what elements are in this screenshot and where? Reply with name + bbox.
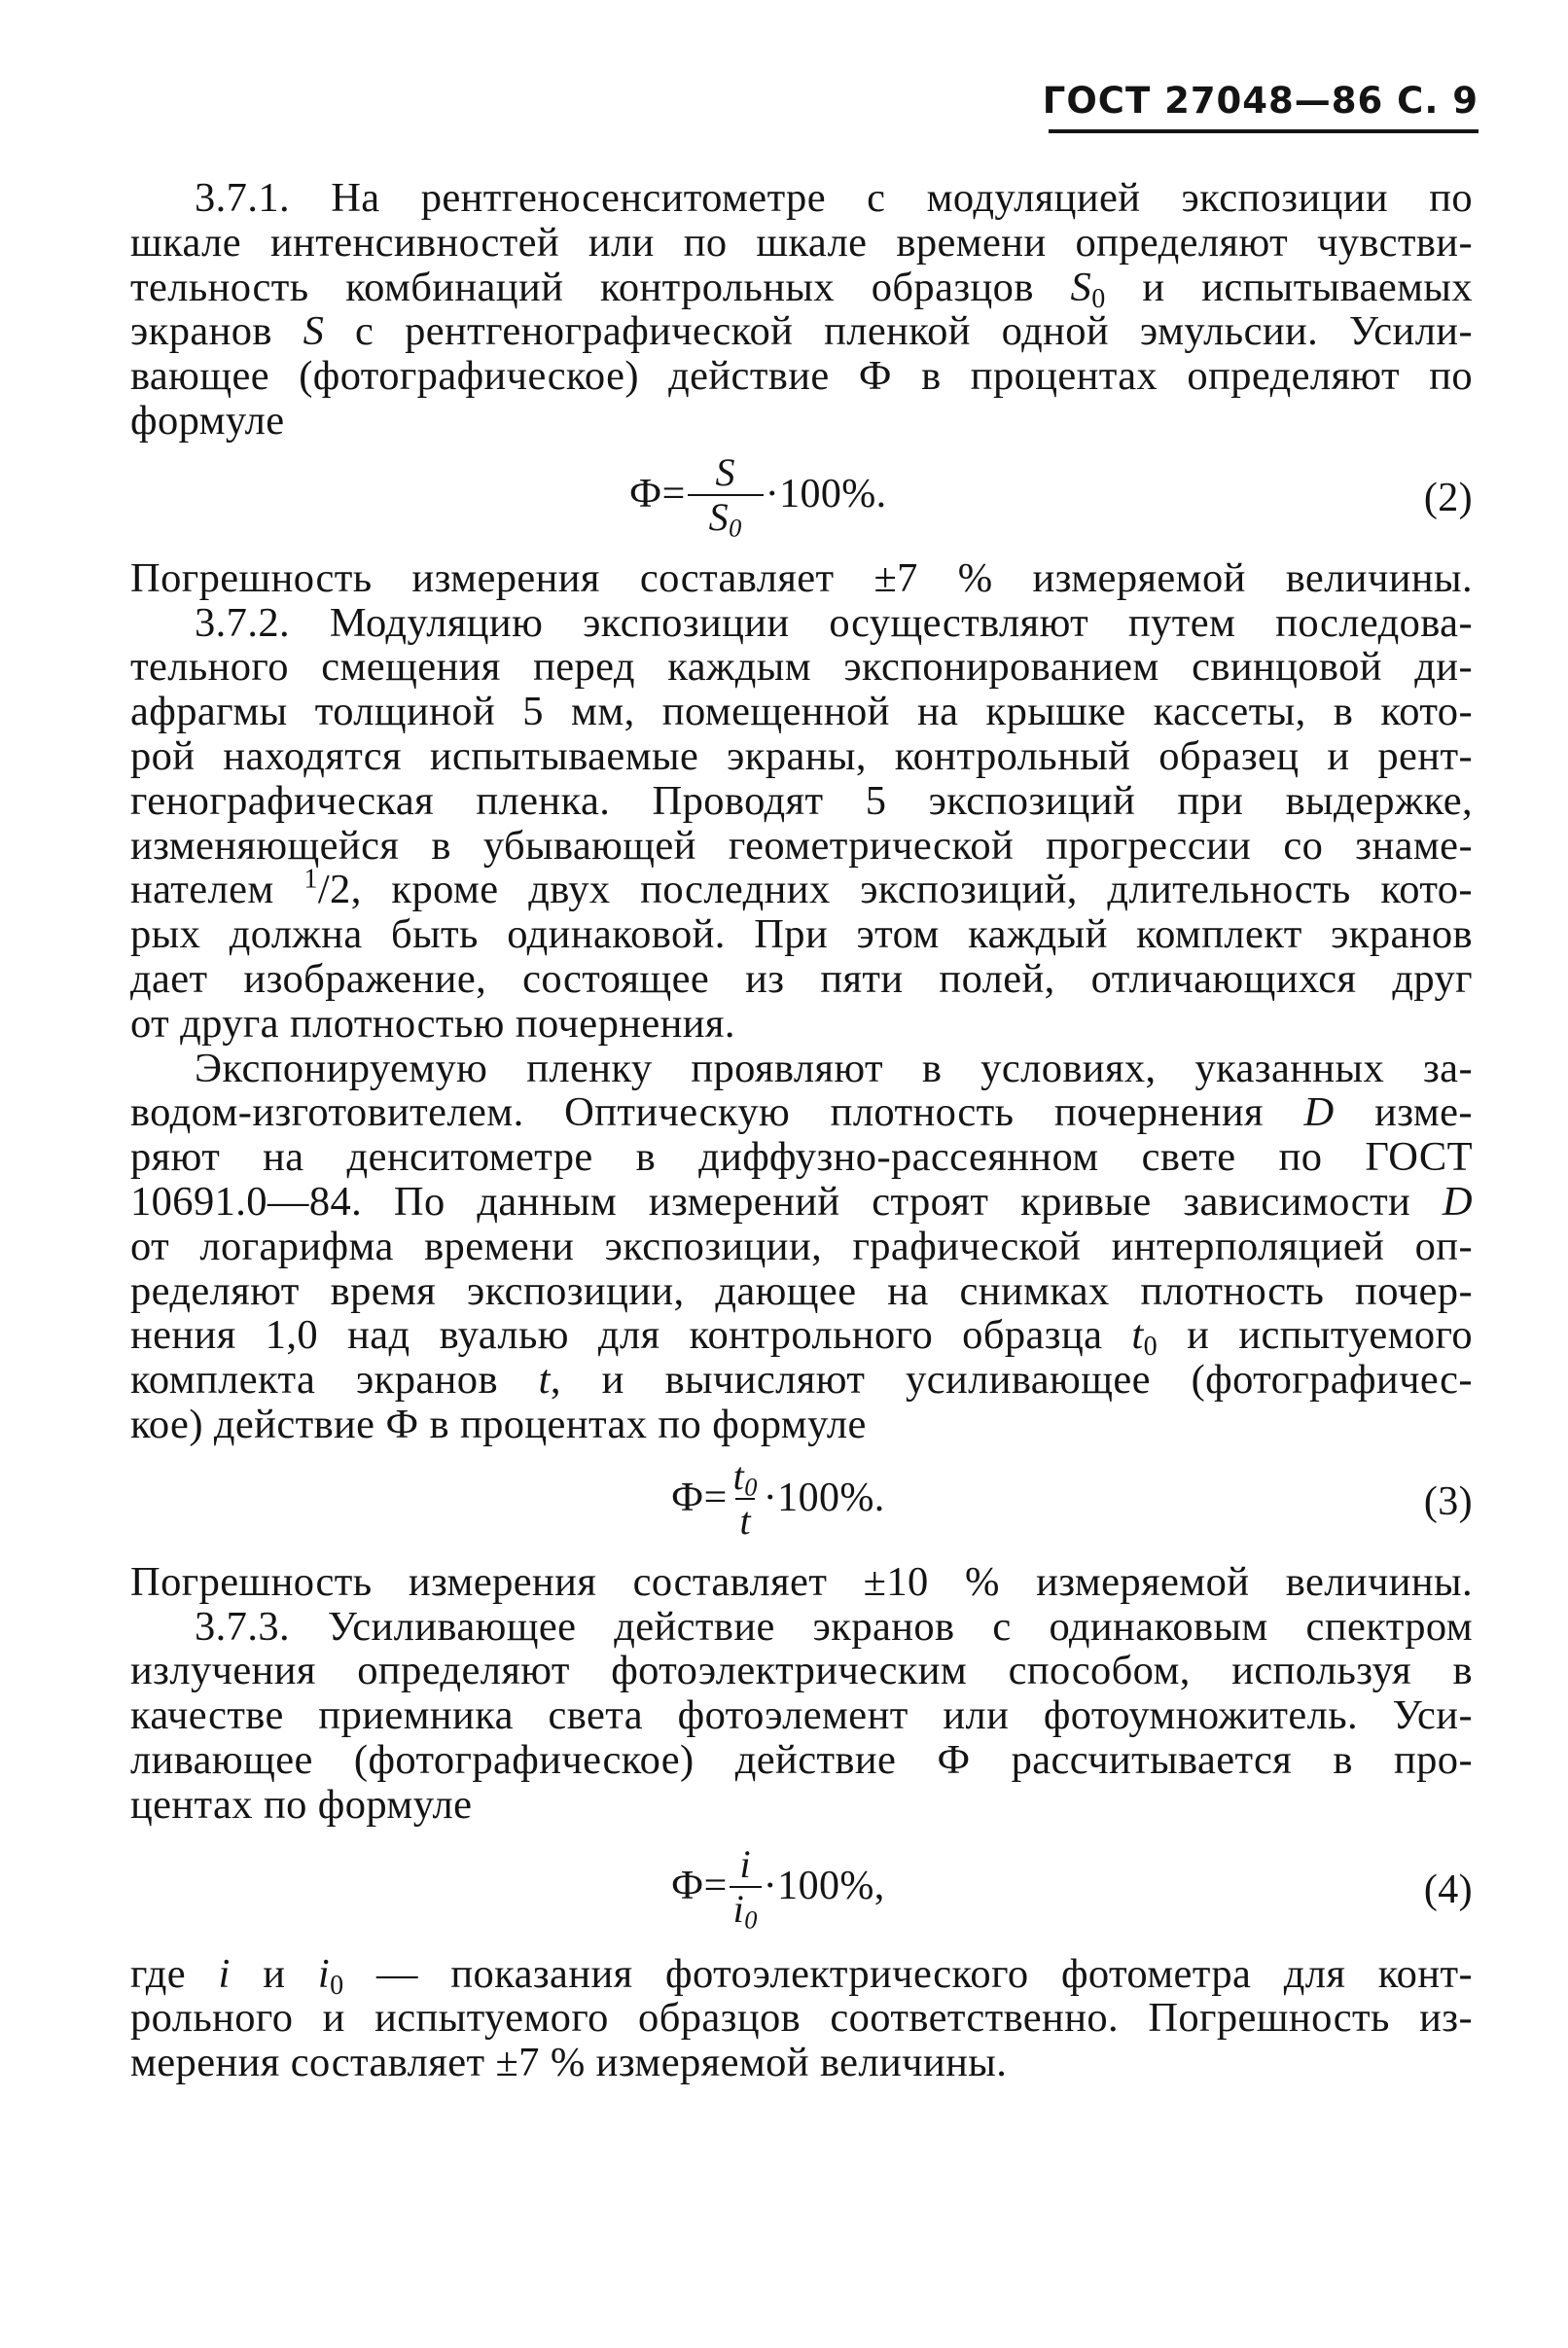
paragraph-exposure: [130, 1047, 1473, 1447]
text-line: качестве приемника света фотоэлемент или фотоумножитель. Уси-: [130, 1692, 1473, 1739]
text-line: 3.7.2. Модуляцию экспозиции осуществляют путем последова-: [195, 599, 1473, 646]
text-line: рых должна быть одинаковой. При этом каждый комплект экранов: [130, 911, 1473, 958]
numerator: S: [715, 449, 735, 494]
text-line: Экспонируемую пленку проявляют в условиях, указанных за-: [195, 1045, 1473, 1091]
formula-lhs: Ф=: [671, 1863, 728, 1908]
variable-s: S: [1070, 264, 1092, 310]
text-line: афрагмы толщиной 5 мм, помещенной на крышке кассеты, в кото-: [130, 689, 1473, 735]
formula-lhs: Ф=: [629, 471, 686, 516]
text-line: от друга плотностью почернения.: [130, 1000, 735, 1047]
header-rule: [1049, 129, 1479, 133]
text-line: рольного и испытуемого образцов соответственно. Погрешность из-: [130, 1995, 1473, 2042]
text-line: ределяют время экспозиции, дающее на снимках плотность почер-: [130, 1267, 1473, 1314]
text-line: 3.7.3. Усиливающее действие экранов с одинаковым спектром: [195, 1603, 1473, 1650]
formula-lhs: Ф=: [671, 1475, 728, 1520]
paragraph-3-7-2: [130, 601, 1473, 1047]
text-line: Погрешность измерения составляет ±10 % измеряемой величины.: [130, 1558, 1473, 1605]
document-body: [130, 176, 1473, 2085]
fraction: [730, 1841, 762, 1935]
paragraph-3-7-1: [130, 176, 1473, 444]
formula-2: [130, 444, 1473, 556]
text-line: излучения определяют фотоэлектрическим способом, используя в: [130, 1648, 1473, 1694]
text-line: генографическая пленка. Проводят 5 экспозиций при выдержке,: [130, 777, 1473, 824]
text-line: центах по формуле: [130, 1781, 473, 1828]
page-header: ГОСТ 27048—86 С. 9: [1042, 80, 1479, 122]
text-line: Погрешность измерения составляет ±7 % измеряемой величины.: [130, 554, 1473, 601]
paragraph-3-7-3: [130, 1605, 1473, 1828]
fraction: [730, 1455, 762, 1543]
text-line: тельность комбинаций контрольных образцов $S_0$ и испытываемых: [130, 264, 1473, 314]
equation-number: (4): [1423, 1867, 1473, 1912]
numerator: i: [739, 1841, 751, 1886]
text-line: формуле: [130, 397, 285, 444]
error-statement: [130, 1560, 1473, 1605]
text-line: экранов S с рентгенографической пленкой одной эмульсии. Усили-: [130, 308, 1474, 355]
text-line: водом-изготовителем. Оптическую плотность почернения D изме-: [130, 1089, 1473, 1136]
text-line: кое) действие Ф в процентах по формуле: [130, 1401, 867, 1447]
fraction: [688, 449, 764, 543]
paragraph-final: [130, 1952, 1473, 2085]
text-line: от логарифма времени экспозиции, графической интерполяцией оп-: [130, 1223, 1473, 1269]
error-statement: [130, 556, 1473, 601]
denominator: t: [735, 1498, 755, 1543]
text-line: рой находятся испытываемые экраны, контрольный образец и рент-: [130, 732, 1473, 779]
variable-s: S: [303, 308, 325, 355]
denominator: $S_0$: [688, 494, 764, 539]
text-line: комплекта экранов t, и вычисляют усиливающее (фотографичес-: [130, 1357, 1473, 1404]
text-line: ливающее (фотографическое) действие Ф рассчитывается в про-: [130, 1736, 1473, 1783]
text-line: 10691.0—84. По данным измерений строят кривые зависимости D: [130, 1178, 1473, 1225]
formula-3: [130, 1447, 1473, 1560]
formula-rhs: ·100%,: [763, 1863, 885, 1908]
formula-4: [130, 1828, 1473, 1952]
formula-rhs: ·100%.: [763, 1475, 885, 1520]
text-line: тельного смещения перед каждым экспонированием свинцовой ди-: [130, 644, 1473, 691]
text-line: шкале интенсивностей или по шкале времени определяют чувстви-: [130, 219, 1473, 266]
text-line: изменяющейся в убывающей геометрической прогрессии со знаме-: [130, 822, 1473, 869]
text-line: где i и $i_0$ — показания фотоэлектрического фотометра для конт-: [130, 1950, 1474, 2001]
text-line: мерения составляет ±7 % измеряемой величины.: [130, 2040, 1008, 2086]
equation-number: (2): [1423, 475, 1473, 520]
text-line: ряют на денситометре в диффузно-рассеянном свете по ГОСТ: [130, 1134, 1473, 1181]
equation-number: (3): [1423, 1478, 1473, 1524]
numerator: $t_0$: [732, 1453, 758, 1502]
text-line: дает изображение, состоящее из пяти полей, отличающихся друг: [130, 955, 1473, 1002]
text-line: 3.7.1. На рентгеносенситометре с модуляцией экспозиции по: [195, 175, 1473, 221]
formula-rhs: ·100%.: [765, 471, 887, 516]
text-line: вающее (фотографическое) действие Ф в процентах определяют по: [130, 353, 1473, 400]
denominator: $i_0$: [730, 1886, 762, 1931]
text-line: нателем $^1$/2, кроме двух последних экспозиций, длительность кото-: [130, 864, 1473, 913]
text-line: нения 1,0 над вуалью для контрольного образца $t_0$ и испытуемого: [130, 1312, 1473, 1363]
